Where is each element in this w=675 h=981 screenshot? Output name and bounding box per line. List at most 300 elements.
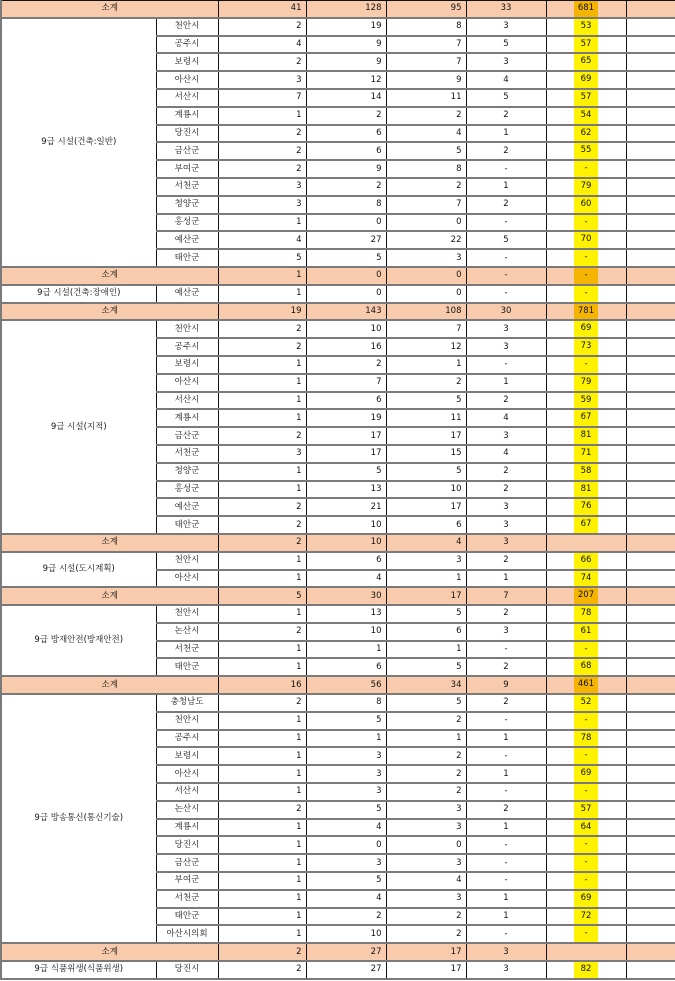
value: 2 [218,623,306,641]
subtotal-value: 108 [386,303,466,321]
value: 4 [306,570,386,588]
score: 68 [574,658,598,676]
value: 1 [386,570,466,588]
subtotal-score-cell [546,534,626,552]
value: 1 [218,908,306,926]
score: 81 [574,427,598,445]
score: 74 [574,570,598,588]
region: 당진시 [156,836,218,854]
subtotal-value: - [466,267,546,285]
region: 서산시 [156,89,218,107]
score: - [574,783,598,801]
blank-cell [626,516,675,534]
value: 1 [386,356,466,374]
region: 예산군 [156,231,218,249]
subtotal-value: 17 [386,587,466,605]
score-cell [546,214,626,232]
score: 69 [574,71,598,89]
value: 10 [306,320,386,338]
score: 81 [574,481,598,499]
blank-cell [626,908,675,926]
value: - [466,712,546,730]
value: 17 [386,427,466,445]
value: 5 [306,712,386,730]
value: 7 [386,36,466,54]
blank-cell [626,801,675,819]
value: 9 [306,36,386,54]
value: 1 [466,765,546,783]
score-cell [546,445,626,463]
blank-cell [626,623,675,641]
score-cell [546,516,626,534]
value: 15 [386,445,466,463]
blank-cell [626,303,675,321]
score: 79 [574,178,598,196]
subtotal-score-cell [546,267,626,285]
value: 2 [218,142,306,160]
blank-cell [626,676,675,694]
value: 1 [218,783,306,801]
value: 2 [386,908,466,926]
score: 59 [574,392,598,410]
value: - [466,641,546,659]
value: 1 [218,570,306,588]
region: 서천군 [156,178,218,196]
blank-cell [626,854,675,872]
value: 3 [306,854,386,872]
score-cell [546,249,626,267]
value: 2 [218,694,306,712]
score: - [574,160,598,178]
subtotal-value: 4 [386,534,466,552]
score: 79 [574,374,598,392]
value: 3 [386,819,466,837]
region: 공주시 [156,338,218,356]
value: 0 [386,214,466,232]
value: 2 [466,107,546,125]
value: - [466,872,546,890]
value: 1 [218,641,306,659]
job-category: 9급 식품위생(식품위생) [1,961,156,979]
region: 태안군 [156,908,218,926]
region: 공주시 [156,730,218,748]
score-cell [546,872,626,890]
value: 6 [386,516,466,534]
value: 1 [218,356,306,374]
blank-cell [626,463,675,481]
value: 5 [306,801,386,819]
region: 논산시 [156,801,218,819]
region: 천안시 [156,712,218,730]
score-cell [546,53,626,71]
value: 1 [218,925,306,943]
value: 19 [306,409,386,427]
region: 아산시 [156,570,218,588]
value: 2 [466,481,546,499]
score-cell [546,481,626,499]
region: 논산시 [156,623,218,641]
value: 1 [218,747,306,765]
value: 1 [218,605,306,623]
job-category: 9급 방재안전(방재안전) [1,605,156,676]
value: - [466,836,546,854]
job-category: 9급 방송통신(통신기술) [1,694,156,943]
value: 0 [306,836,386,854]
score: 72 [574,908,598,926]
score-cell [546,730,626,748]
value: 1 [218,730,306,748]
value: 13 [306,605,386,623]
value: 5 [306,463,386,481]
table-row [1,285,675,303]
value: 5 [386,694,466,712]
subtotal-label: 소계 [1,1,218,18]
blank-cell [626,498,675,516]
score-cell [546,605,626,623]
value: 1 [218,890,306,908]
subtotal-value: 0 [306,267,386,285]
value: 17 [306,427,386,445]
value: - [466,854,546,872]
score-cell [546,392,626,410]
region: 예산군 [156,498,218,516]
region: 부여군 [156,160,218,178]
job-category: 9급 시설(건축:일반) [1,18,156,267]
value: 2 [466,196,546,214]
value: 8 [386,18,466,36]
score: - [574,872,598,890]
value: 2 [218,801,306,819]
blank-cell [626,356,675,374]
score: 52 [574,694,598,712]
value: 3 [466,961,546,979]
value: 4 [466,71,546,89]
blank-cell [626,890,675,908]
value: 3 [386,854,466,872]
blank-cell [626,747,675,765]
value: 3 [466,53,546,71]
value: - [466,747,546,765]
value: 11 [386,89,466,107]
blank-cell [626,231,675,249]
score: 78 [574,605,598,623]
region: 홍성군 [156,481,218,499]
value: 13 [306,481,386,499]
blank-cell [626,107,675,125]
subtotal-label: 소계 [1,303,218,321]
blank-cell [626,605,675,623]
value: 2 [386,374,466,392]
score-cell [546,107,626,125]
score: 76 [574,498,598,516]
subtotal-value: 30 [306,587,386,605]
value: 7 [306,374,386,392]
subtotal-value: 143 [306,303,386,321]
blank-cell [626,943,675,961]
subtotal-row [1,587,675,605]
value: 2 [306,178,386,196]
value: 4 [218,36,306,54]
score-cell [546,712,626,730]
score: 55 [574,142,598,160]
value: 0 [306,214,386,232]
value: 2 [218,125,306,143]
blank-cell [626,765,675,783]
value: 19 [306,18,386,36]
value: 2 [386,178,466,196]
score: 60 [574,196,598,214]
score-cell [546,819,626,837]
blank-cell [626,178,675,196]
value: 1 [218,107,306,125]
blank-cell [626,1,675,18]
value: 6 [306,142,386,160]
region: 태안군 [156,516,218,534]
value: 3 [466,18,546,36]
score-cell [546,890,626,908]
region: 서천군 [156,445,218,463]
blank-cell [626,142,675,160]
value: 1 [218,481,306,499]
region: 공주시 [156,36,218,54]
subtotal-label: 소계 [1,267,218,285]
value: 3 [466,338,546,356]
value: 4 [466,409,546,427]
score: - [574,285,598,303]
score-cell [546,925,626,943]
value: 5 [466,231,546,249]
region: 서산시 [156,783,218,801]
value: 1 [218,854,306,872]
blank-cell [626,730,675,748]
score-cell [546,658,626,676]
blank-cell [626,267,675,285]
value: 1 [218,872,306,890]
score: 65 [574,53,598,71]
subtotal-value: 0 [386,267,466,285]
blank-cell [626,285,675,303]
value: 1 [218,374,306,392]
region: 금산군 [156,142,218,160]
value: 2 [218,516,306,534]
score: 61 [574,623,598,641]
blank-cell [626,587,675,605]
region: 당진시 [156,961,218,979]
region: 천안시 [156,18,218,36]
value: 2 [218,427,306,445]
blank-cell [626,214,675,232]
value: 4 [386,872,466,890]
value: 3 [386,249,466,267]
value: 1 [466,819,546,837]
value: 8 [386,160,466,178]
score: 53 [574,18,598,36]
value: 2 [218,961,306,979]
value: 16 [306,338,386,356]
blank-cell [626,338,675,356]
value: 5 [218,249,306,267]
blank-cell [626,53,675,71]
score-cell [546,747,626,765]
blank-cell [626,392,675,410]
score-cell [546,160,626,178]
score-cell [546,285,626,303]
subtotal-score: - [574,267,598,285]
subtotal-value: 10 [306,534,386,552]
subtotal-row [1,1,675,18]
value: 9 [306,53,386,71]
region: 서산시 [156,392,218,410]
region: 태안군 [156,249,218,267]
value: 2 [466,392,546,410]
value: 1 [218,214,306,232]
value: 5 [386,605,466,623]
region: 계룡시 [156,409,218,427]
value: 11 [386,409,466,427]
score: 62 [574,125,598,143]
value: 6 [306,125,386,143]
value: 2 [386,925,466,943]
subtotal-row [1,534,675,552]
value: 1 [218,463,306,481]
blank-cell [626,427,675,445]
subtotal-score: 207 [574,587,598,605]
score: 71 [574,445,598,463]
blank-cell [626,71,675,89]
score-cell [546,18,626,36]
score-cell [546,783,626,801]
subtotal-value: 16 [218,676,306,694]
subtotal-score: 461 [574,676,598,694]
value: 7 [386,53,466,71]
region: 부여군 [156,872,218,890]
score-cell [546,836,626,854]
value: 2 [306,908,386,926]
score-cell [546,498,626,516]
value: 4 [466,445,546,463]
score-cell [546,36,626,54]
value: 21 [306,498,386,516]
region: 금산군 [156,854,218,872]
score: - [574,641,598,659]
value: 2 [466,552,546,570]
value: 2 [466,658,546,676]
blank-cell [626,481,675,499]
blank-cell [626,570,675,588]
value: 2 [218,498,306,516]
score-cell [546,231,626,249]
subtotal-row [1,303,675,321]
value: 12 [386,338,466,356]
blank-cell [626,36,675,54]
value: 5 [386,142,466,160]
blank-cell [626,125,675,143]
score-cell [546,641,626,659]
region: 아산시 [156,71,218,89]
value: 10 [386,481,466,499]
subtotal-value: 95 [386,1,466,18]
value: 3 [218,445,306,463]
value: 1 [306,730,386,748]
score: 69 [574,320,598,338]
value: 1 [386,641,466,659]
score: 67 [574,516,598,534]
value: 6 [306,658,386,676]
blank-cell [626,445,675,463]
score-cell [546,320,626,338]
region: 홍성군 [156,214,218,232]
blank-cell [626,320,675,338]
blank-cell [626,694,675,712]
subtotal-value: 56 [306,676,386,694]
value: 1 [466,374,546,392]
value: - [466,356,546,374]
score: 82 [574,961,598,979]
value: 4 [306,890,386,908]
value: 10 [306,925,386,943]
value: 4 [306,819,386,837]
value: 2 [466,694,546,712]
value: 8 [306,694,386,712]
table-row [1,605,675,623]
blank-cell [626,925,675,943]
region: 천안시 [156,320,218,338]
value: 5 [306,249,386,267]
subtotal-value: 19 [218,303,306,321]
subtotal-score: 781 [574,303,598,321]
value: 3 [466,623,546,641]
value: 2 [466,142,546,160]
score: 70 [574,231,598,249]
value: 2 [386,747,466,765]
value: 3 [218,196,306,214]
blank-cell [626,534,675,552]
subtotal-value: 27 [306,943,386,961]
value: 0 [386,836,466,854]
value: 1 [218,409,306,427]
subtotal-score-cell [546,303,626,321]
value: 3 [306,747,386,765]
job-category: 9급 시설(지적) [1,320,156,534]
score-cell [546,71,626,89]
score: - [574,712,598,730]
subtotal-value: 33 [466,1,546,18]
score-cell [546,196,626,214]
value: 6 [386,623,466,641]
subtotal-label: 소계 [1,534,218,552]
value: 27 [306,231,386,249]
score-cell [546,854,626,872]
value: 1 [218,819,306,837]
value: 10 [306,623,386,641]
blank-cell [626,409,675,427]
value: 17 [386,961,466,979]
region: 아산시 [156,374,218,392]
score: - [574,854,598,872]
score-cell [546,409,626,427]
region: 예산군 [156,285,218,303]
value: 2 [306,107,386,125]
value: - [466,214,546,232]
value: 2 [218,160,306,178]
value: 3 [386,890,466,908]
region: 서천군 [156,641,218,659]
blank-cell [626,249,675,267]
region: 청양군 [156,463,218,481]
value: 2 [218,18,306,36]
score: 54 [574,107,598,125]
score-cell [546,142,626,160]
